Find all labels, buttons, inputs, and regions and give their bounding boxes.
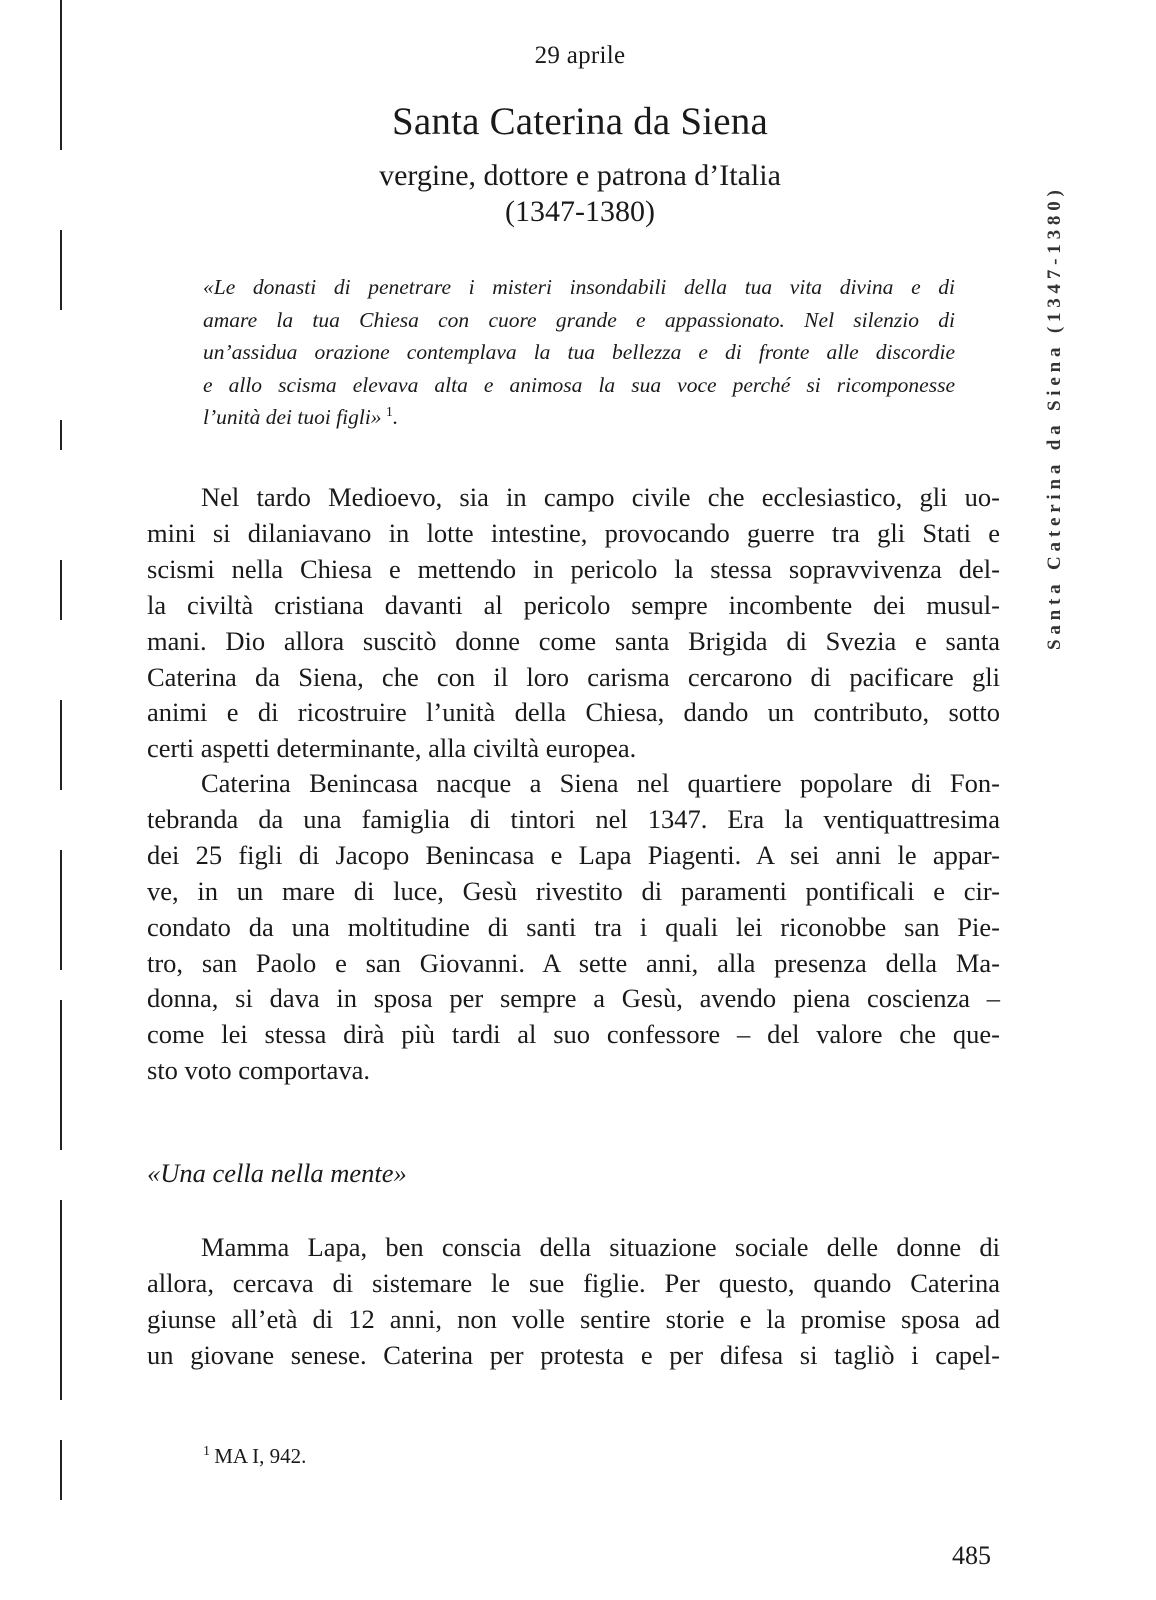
paragraph-line: certi aspetti determinante, alla civiltà europea. — [147, 733, 637, 764]
epigraph-line: e allo scisma elevava alta e animosa la sua voce perché si ricomponesse — [203, 372, 955, 397]
body-paragraph-1 — [147, 480, 1000, 767]
running-head: Santa Caterina da Siena (1347-1380) — [1044, 185, 1065, 650]
paragraph-line: donna, si dava in sposa per sempre a Gesù, avendo piena coscienza – — [147, 983, 1000, 1014]
paragraph-line: Caterina Benincasa nacque a Siena nel quartiere popolare di Fon- — [201, 768, 1000, 798]
page-number: 485 — [952, 1541, 991, 1570]
epigraph-line: «Le donasti di penetrare i misteri insondabili della tua vita divina e di — [203, 275, 955, 299]
paragraph-line: ve, in un mare di luce, Gesù rivestito di paramenti pontificali e cir- — [147, 875, 1000, 906]
epigraph-end-punct: . — [392, 405, 399, 430]
footnote-reference: 1 — [385, 405, 393, 421]
page-subtitle — [0, 158, 1156, 230]
paragraph-line: scismi nella Chiesa e mettendo in pericolo la stessa sopravvivenza del- — [147, 553, 1000, 584]
body-paragraph-3 — [147, 1230, 1000, 1374]
paragraph-line: mini si dilaniavano in lotte intestine, provocando guerre tra gli Stati e — [147, 517, 1000, 548]
footnote-text: MA I, 942. — [214, 1444, 307, 1468]
paragraph-line: come lei stessa dirà più tardi al suo confessore – del valore che que- — [147, 1019, 1000, 1050]
body-paragraph-2 — [147, 766, 1000, 1089]
paragraph-line: animi e di ricostruire l’unità della Chiesa, dando un contributo, sotto — [147, 697, 1000, 728]
paragraph-line: Caterina da Siena, che con il loro carisma cercarono di pacificare gli — [147, 661, 1000, 692]
section-heading: «Una cella nella mente» — [147, 1158, 407, 1188]
paragraph-line: un giovane senese. Caterina per protesta e per difesa si tagliò i capel- — [147, 1339, 1000, 1370]
epigraph-quote — [203, 271, 955, 434]
page-binding-edge — [60, 0, 63, 1600]
paragraph-line: tro, san Paolo e san Giovanni. A sette anni, alla presenza della Ma- — [147, 947, 1000, 978]
paragraph-line: allora, cercava di sistemare le sue figlie. Per questo, quando Caterina — [147, 1267, 1000, 1298]
paragraph-line: condato da una moltitudine di santi tra i quali lei riconobbe san Pie- — [147, 911, 1000, 942]
paragraph-line: Mamma Lapa, ben conscia della situazione sociale delle donne di — [201, 1232, 1000, 1262]
paragraph-line: Nel tardo Medioevo, sia in campo civile che ecclesiastico, gli uo- — [201, 482, 1000, 512]
epigraph-line: amare la tua Chiesa con cuore grande e appassionato. Nel silenzio di — [203, 307, 955, 332]
feast-date: 29 aprile — [534, 42, 626, 69]
paragraph-line: giunse all’età di 12 anni, non volle sentire storie e la promise sposa ad — [147, 1303, 1000, 1334]
footnote — [203, 1444, 306, 1469]
paragraph-line: dei 25 figli di Jacopo Benincasa e Lapa Piagenti. A sei anni le appar- — [147, 839, 1000, 870]
subtitle-years: (1347-1380) — [505, 195, 655, 228]
page-title: Santa Caterina da Siena — [391, 100, 769, 143]
paragraph-line: la civiltà cristiana davanti al pericolo sempre incombente dei musul- — [147, 589, 1000, 620]
epigraph-line-text: l’unità dei tuoi figli» — [203, 405, 382, 430]
paragraph-line: tebranda da una famiglia di tintori nel 1347. Era la ventiquattresima — [147, 803, 1000, 834]
epigraph-line: un’assidua orazione contemplava la tua bellezza e di fronte alle discordie — [203, 340, 955, 365]
epigraph-line-last — [203, 401, 955, 434]
paragraph-line: sto voto comportava. — [147, 1055, 370, 1086]
paragraph-line: mani. Dio allora suscitò donne come santa Brigida di Svezia e santa — [147, 625, 1000, 656]
footnote-number: 1 — [203, 1444, 210, 1459]
subtitle-description: vergine, dottore e patrona d’Italia — [379, 159, 781, 192]
